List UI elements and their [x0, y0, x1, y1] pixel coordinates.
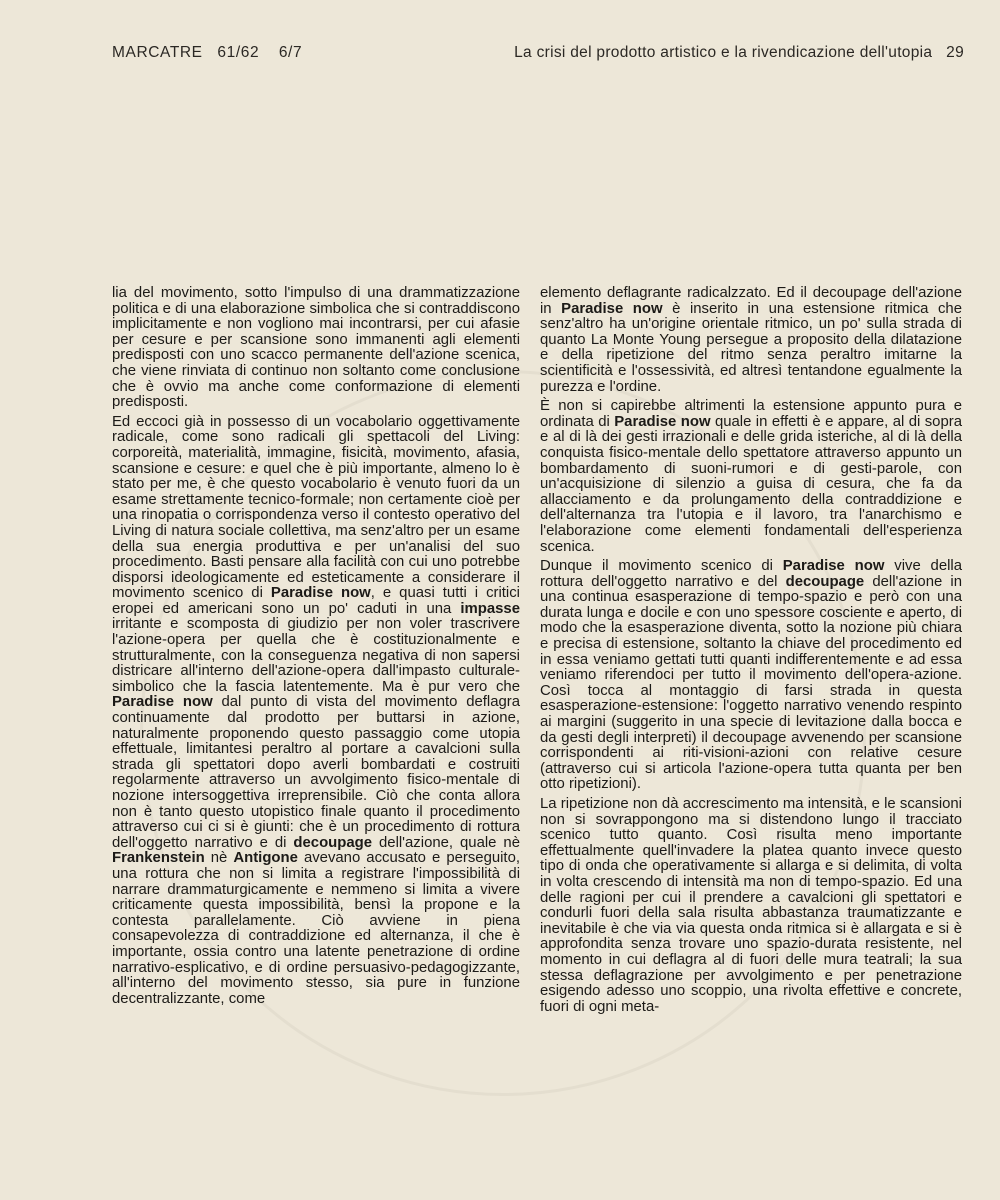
bold-title-text: Paradise now	[561, 300, 663, 317]
bold-title-text: Antigone	[233, 850, 298, 867]
issue-number: 61/62	[217, 44, 260, 61]
paragraph	[540, 559, 962, 793]
body-text: è inserito in una estensione ritmica che senz'altro ha un'origine orientale ritmico, un po' sulla strada di quanto La Monte Young persegue a proposito della dilatazione e della ripetizione del ritmo senza peraltro imitarne la scientificità e l'ossessività, ed altresì tentandone egualmente la purezza e l'ordine.	[540, 300, 962, 395]
body-text: dell'azione, quale nè	[372, 834, 520, 851]
bold-title-text: Frankenstein	[112, 850, 205, 867]
journal-name: MARCATRE	[112, 44, 203, 61]
body-text: È non si capirebbe altrimenti la estensione appunto pura e ordinata di	[540, 398, 962, 430]
right-text-column	[540, 286, 962, 1019]
left-text-column	[112, 286, 520, 1011]
bold-title-text: Paradise now	[614, 413, 711, 430]
body-text: nè	[204, 850, 234, 867]
header-left	[112, 44, 302, 62]
body-text: irritante e scomposta di giudizio per non voler trascrivere l'azione-opera per quella che è costituzionalmente e strutturalmente, con la conseguenza negativa di non sapersi districare all'interno dell'azione-opera dall'impasto culturale-simbolico che la fascia latentemente. Ma è pur vero che	[112, 616, 520, 695]
body-text: elemento deflagrante radicalzzato. Ed il decoupage dell'azione in	[540, 285, 962, 317]
body-text: Dunque il movimento scenico di	[540, 558, 783, 575]
body-text: avevano accusato e perseguito, una rottura che non si limita a registrare l'impossibilità di narrare drammaturgicamente e nemmeno si limita a vivere criticamente questa impossibilità, bensì la propone e la contesta parallelamente. Ciò avviene in piena consapevolezza di contraddizione ed alternanza, il che è importante, ossia contro una latente penetrazione di ordine narrativo-esplicativo, e di ordine persuasivo-pedagogizzante, all'interno del movimento stesso, sia pure in funzione decentralizzante, come	[112, 850, 520, 1007]
volume-number: 6/7	[278, 44, 303, 61]
body-text: dal punto di vista del movimento deflagra continuamente dal prodotto per buttarsi in azione, naturalmente proponendo questo passaggio come utopia effettuale, limitantesi peraltro al portare a cavalcioni sulla strada gli spettatori dopo averli bombardati e costruiti regolarmente attraverso un avvolgimento fisico-mentale di nozione intersoggettiva irreprensibile. Ciò che conta allora non è tanto questo utopistico finale quanto il procedimento attraverso cui ci si è giunti: che è un procedimento di rottura dell'oggetto narrativo e di	[112, 694, 521, 851]
running-header	[112, 44, 964, 66]
body-text: lia del movimento, sotto l'impulso di una drammatizzazione politica e di una elaborazione simbolica che si contraddiscono implicitamente e non vogliono mai incontrarsi, per cui afasie per cesure e per scansione sono immanenti agli elementi predisposti con uno scacco permanente dell'azione scenica, che viene rinviata di continuo non soltanto come conclusione che è ovvio ma anche come conformazione di elementi predisposti.	[112, 285, 520, 411]
bold-title-text: Paradise now	[782, 558, 885, 575]
paragraph	[540, 797, 962, 1015]
paragraph	[540, 399, 962, 555]
body-text: dell'azione in una continua esasperazione di tempo-spazio e però con una durata lunga e docile e con uno spessore cosciente e aperto, di modo che la esasperazione diventa, sotto la nozione più chiara e precisa di estensione, soltanto la chiave del procedimento ed in essa veniamo gettati tutti quanti indifferentemente e ad essa veniamo riferendoci per tutto il movimento dell'opera-azione. Così tocca al montaggio di farsi strada in questa esasperazione-estensione: l'oggetto narrativo venendo respinto ai margini (suggerito in una specie di levitazione dalla bocca e da gesti degli interpreti) il decoupage avvenendo per scansione corrispondenti ai riti-visioni-azioni con relative cesure (attraverso cui si articola l'azione-opera tutta quanta per ben otto ripetizioni).	[540, 573, 962, 793]
paragraph	[112, 286, 520, 411]
body-text: vive della rottura dell'oggetto narrativo e del	[540, 558, 963, 590]
body-text: Ed eccoci già in possesso di un vocabolario oggettivamente radicale, come sono radicali gli spettacoli del Living: corporeità, materialità, immagine, fisicità, movimento, afasia, scansione e cesure: e quel che è più importante, almeno lo è stato per me, è che questo vocabolario è venuto fuori da un esame strettamente tecnico-formale; non certamente cioè per una rinopatia o corrispondenza verso il contesto operativo del Living di natura sociale collettiva, ma senz'altro per un esame della sua energia produttiva e per un'analisi del suo procedimento. Basti pensare alla facilità con cui uno potrebbe disporsi ideologicamente ed esteticamente a considerare il movimento scenico di	[112, 413, 520, 602]
paragraph	[540, 286, 962, 395]
body-text: quale in effetti è e appare, al di sopra e al di là dei gesti irrazionali e delle grida isteriche, al di là della conquista fisico-mentale dello spettatore attraverso appunto un bombardamento di suoni-rumori e di gesti-parole, con un'acquisizione di silenzio a guisa di cesura, che fa da allacciamento e da prolungamento della contraddizione e dell'alternanza tra l'utopia e il lavoro, tra l'anarchismo e l'elaborazione come elementi fondamentali dell'esperienza scenica.	[540, 413, 962, 555]
bold-title-text: impasse	[460, 600, 520, 617]
body-text: La ripetizione non dà accrescimento ma intensità, e le scansioni non si sovrappongono ma si distendono lungo il tracciato scenico tutto quanto. Così risulta meno importante effettualmente quell'invadere la platea quanto invece questo tipo di onda che operativamente si allarga e si delimita, di volta in volta crescendo di intensità ma non di tempo-spazio. Ed una delle ragioni per cui il prendere a cavalcioni gli spettatori e condurli fuori della sala risulta abbastanza traumatizzante e inevitabile è che via via questa onda ritmica si è allargata e si è approfondita senza trovare uno spazio-durata resistente, nel momento in cui deflagra al di fuori delle mura teatrali; la sua stessa deflagrazione per avvolgimento e per penetrazione esigendo adesso uno scoppio, una rivolta effettive e concrete, fuori di ogni meta-	[540, 796, 962, 1015]
bold-title-text: Paradise now	[270, 585, 371, 602]
body-text: , e quasi tutti i critici eropei ed americani sono un po' caduti in una	[112, 585, 520, 617]
bold-title-text: decoupage	[785, 573, 865, 590]
bold-title-text: Paradise now	[112, 694, 213, 711]
page-number: 29	[946, 44, 964, 61]
article-title: La crisi del prodotto artistico e la rivendicazione dell'utopia	[514, 44, 933, 61]
paragraph	[112, 415, 520, 1008]
bold-title-text: decoupage	[293, 834, 373, 851]
header-right	[514, 44, 964, 62]
